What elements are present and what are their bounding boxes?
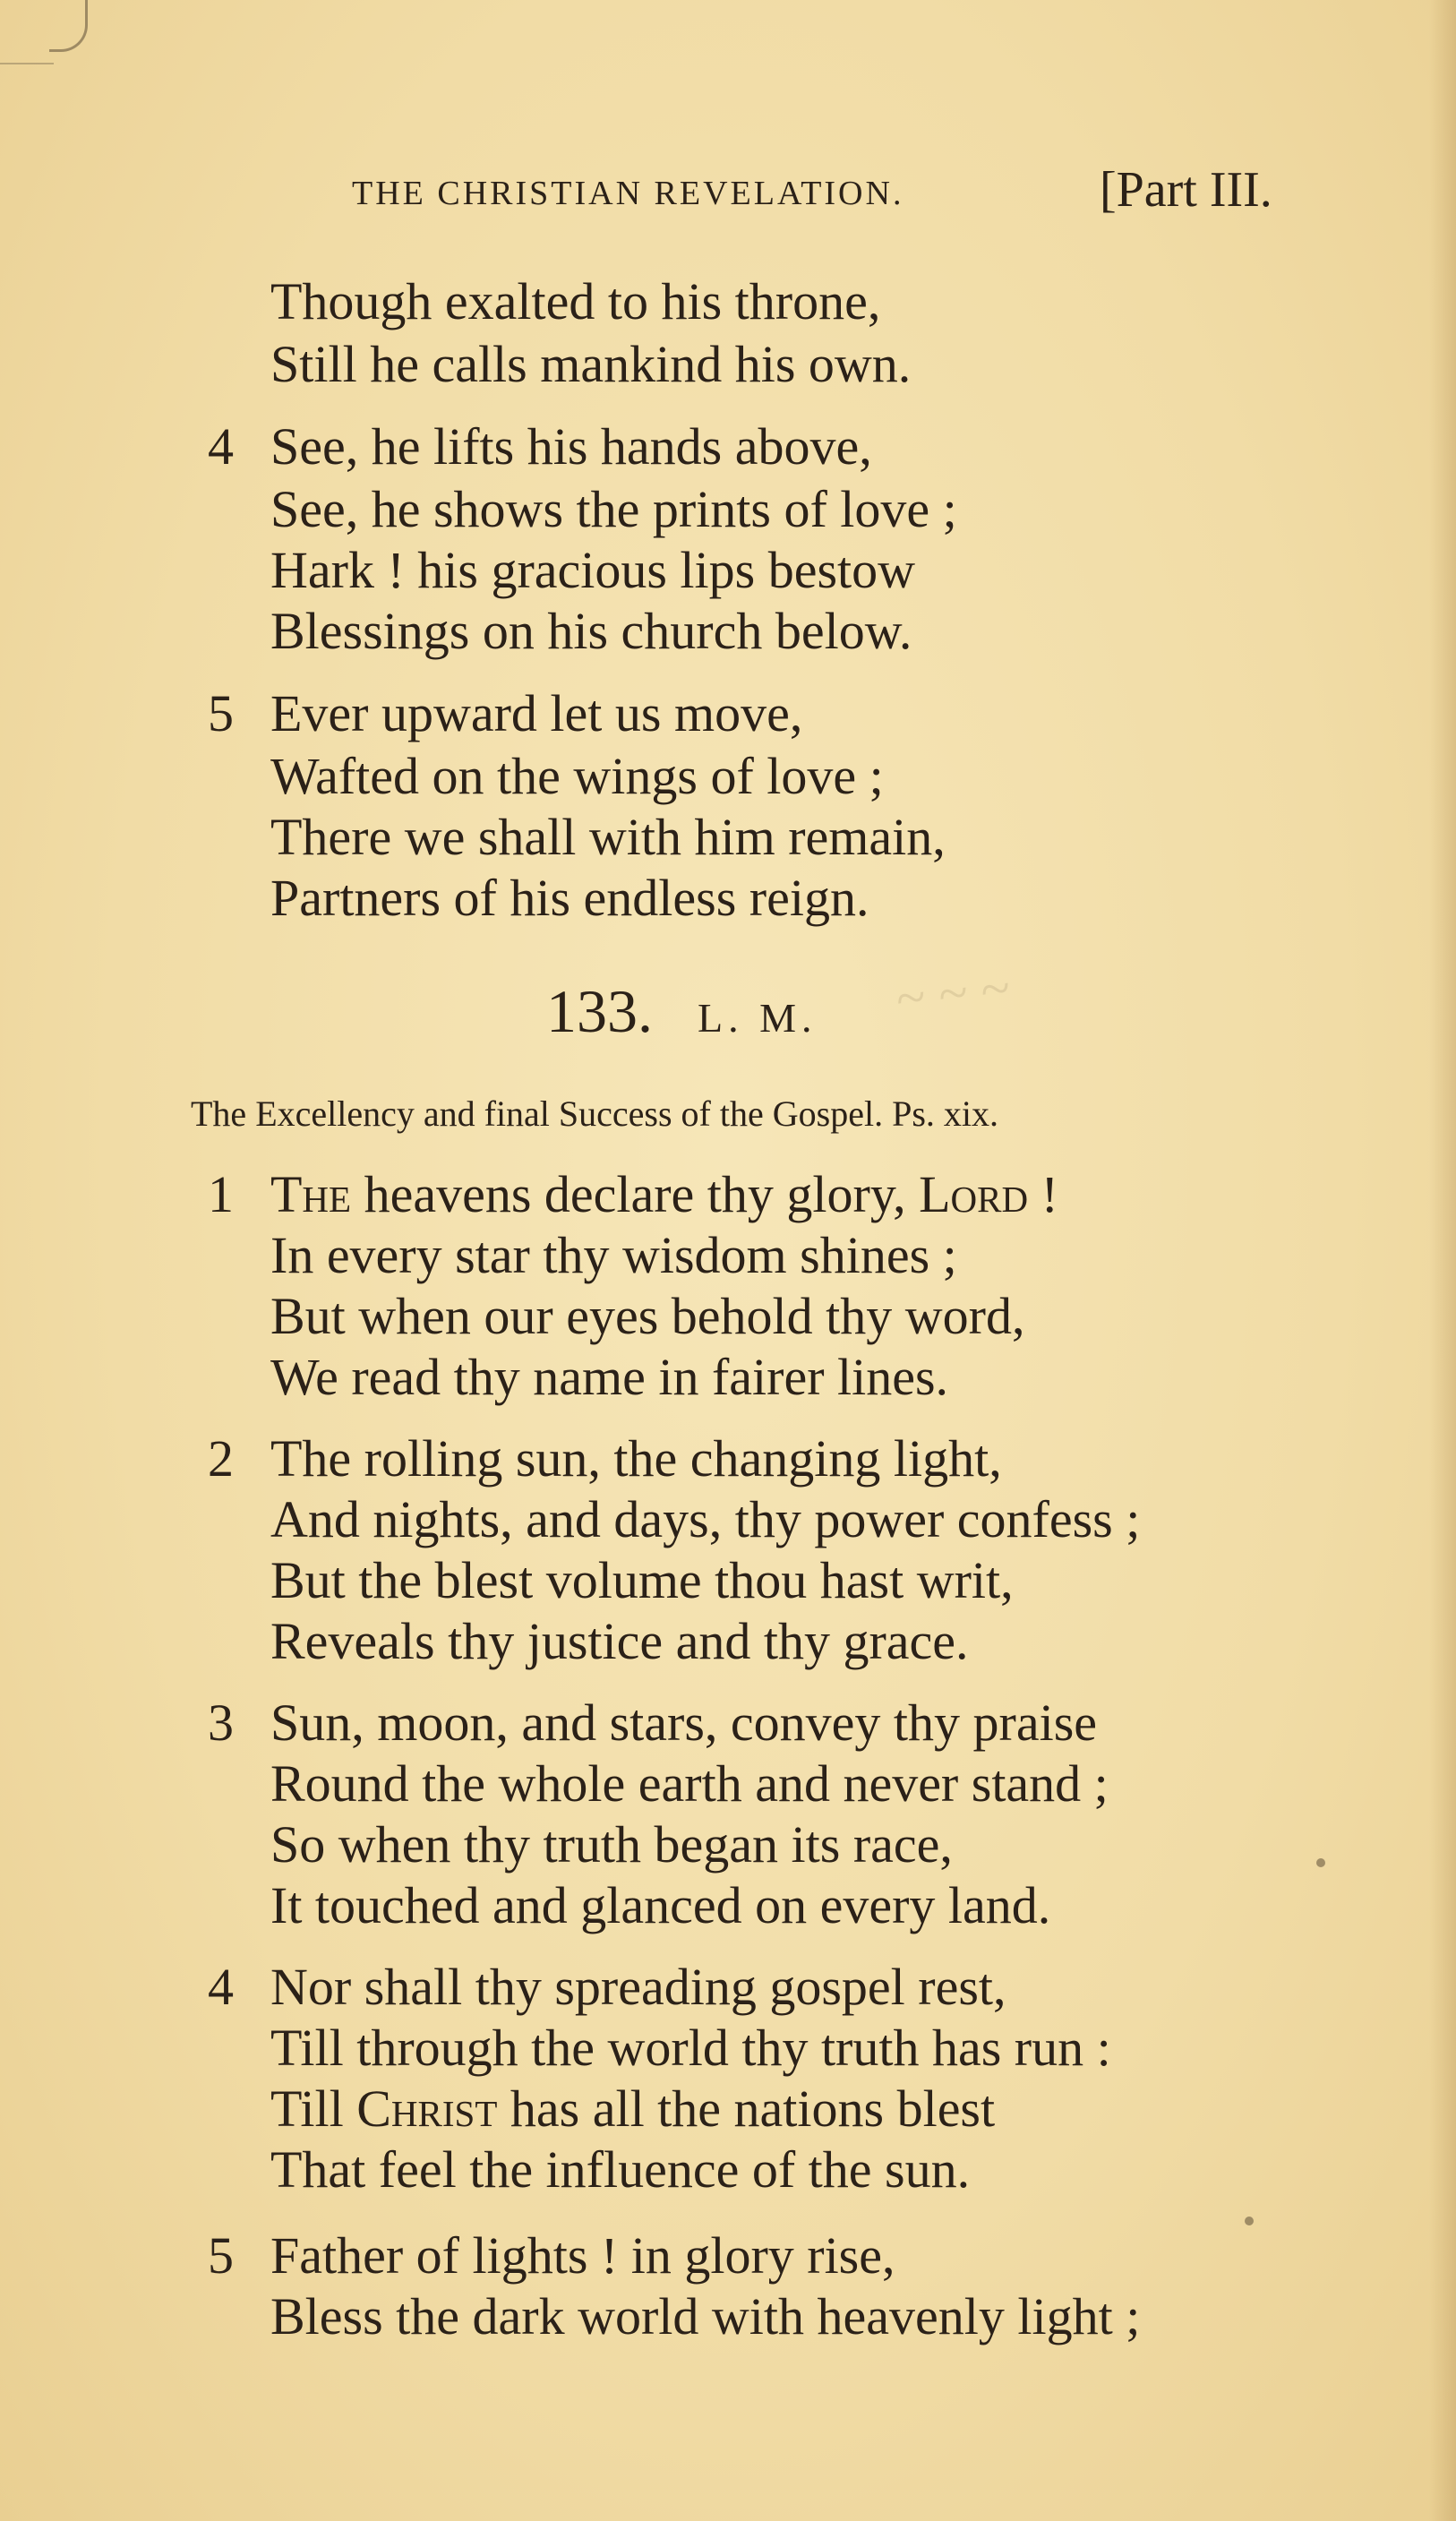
hymn-number: 133. xyxy=(546,977,653,1045)
stanza-number: 2 xyxy=(208,1429,234,1488)
pencil-marking: ~ ~ ~ xyxy=(892,957,1013,1029)
stanza-number: 3 xyxy=(208,1694,234,1752)
verse-line: It touched and glanced on every land. xyxy=(270,1876,1051,1934)
verse-line: Till through the world thy truth has run : xyxy=(270,2019,1111,2077)
verse-line: Blessings on his church below. xyxy=(270,602,912,660)
hymn-heading xyxy=(546,976,818,1047)
verse-line: Sun, moon, and stars, convey thy praise xyxy=(270,1694,1098,1752)
christ-word: Christ xyxy=(356,2079,498,2138)
stanza-number: 4 xyxy=(208,417,234,476)
hymn-subtitle: The Excellency and final Success of the Gospel. Ps. xix. xyxy=(191,1093,998,1134)
binding-mark xyxy=(49,0,88,52)
verse-line: We read thy name in fairer lines. xyxy=(270,1348,949,1406)
carryover-line: Though exalted to his throne, xyxy=(270,272,881,330)
edge-rule xyxy=(0,63,54,64)
stanza-number: 4 xyxy=(208,1958,234,2016)
verse-line: See, he shows the prints of love ; xyxy=(270,480,957,538)
line-end: ! xyxy=(1028,1165,1058,1223)
verse-line: But when our eyes behold thy word, xyxy=(270,1287,1025,1345)
verse-line: There we shall with him remain, xyxy=(270,808,946,866)
verse-line: Hark ! his gracious lips bestow xyxy=(270,541,916,599)
ink-spot xyxy=(1316,1858,1325,1867)
carryover-line: Still he calls mankind his own. xyxy=(270,335,912,393)
verse-line: Bless the dark world with heavenly light ; xyxy=(270,2287,1141,2345)
verse-line: Ever upward let us move, xyxy=(270,684,803,742)
first-word: The xyxy=(270,1165,352,1223)
verse-line: Round the whole earth and never stand ; xyxy=(270,1754,1109,1813)
verse-line: Partners of his endless reign. xyxy=(270,869,869,927)
verse-line: Father of lights ! in glory rise, xyxy=(270,2226,895,2285)
stanza-number: 5 xyxy=(208,684,234,742)
verse-line xyxy=(270,1165,1058,1223)
hymn-meter: L. M. xyxy=(698,995,818,1041)
page-edge-shadow xyxy=(1429,0,1456,2521)
running-head: THE CHRISTIAN REVELATION. xyxy=(352,175,904,212)
verse-line: That feel the influence of the sun. xyxy=(270,2140,971,2199)
ink-spot xyxy=(1245,2217,1254,2225)
verse-line xyxy=(270,2079,996,2138)
stanza-number: 5 xyxy=(208,2226,234,2285)
verse-line: See, he lifts his hands above, xyxy=(270,417,872,476)
line-text: heavens declare thy glory, xyxy=(351,1165,920,1223)
lord-word: Lord xyxy=(919,1165,1029,1223)
verse-line: So when thy truth began its race, xyxy=(270,1815,953,1874)
verse-line: Nor shall thy spreading gospel rest, xyxy=(270,1958,1006,2016)
verse-line: The rolling sun, the changing light, xyxy=(270,1429,1002,1488)
line-text: has all the nations blest xyxy=(497,2079,996,2138)
part-label: [Part III. xyxy=(1100,162,1272,218)
verse-line: But the blest volume thou hast writ, xyxy=(270,1551,1014,1609)
verse-line: Reveals thy justice and thy grace. xyxy=(270,1612,969,1670)
page-header xyxy=(0,162,1456,220)
line-text: Till xyxy=(270,2079,357,2138)
stanza-number: 1 xyxy=(208,1165,234,1223)
verse-line: In every star thy wisdom shines ; xyxy=(270,1226,957,1284)
verse-line: And nights, and days, thy power confess ; xyxy=(270,1490,1141,1548)
verse-line: Wafted on the wings of love ; xyxy=(270,747,884,805)
